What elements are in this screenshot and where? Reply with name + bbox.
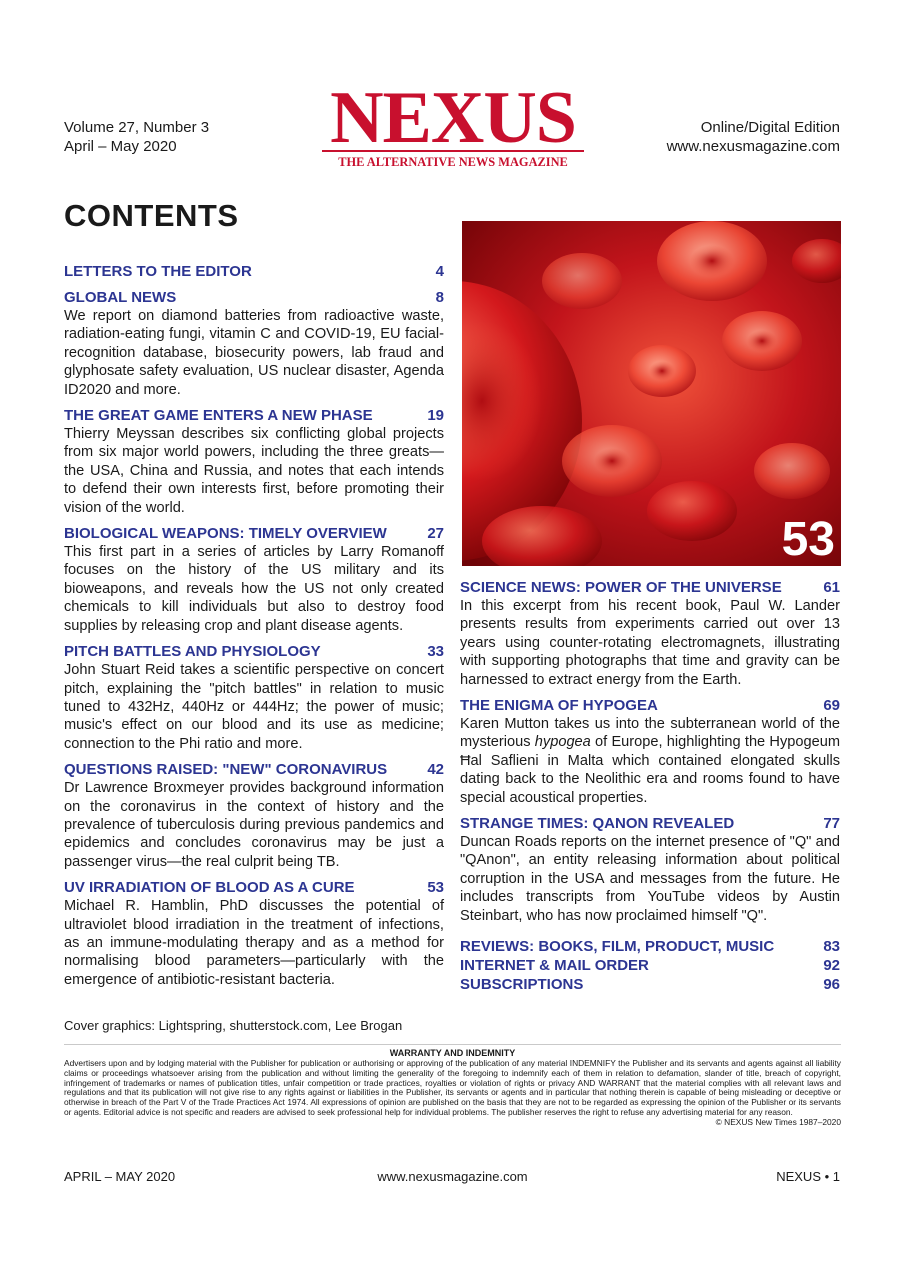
footer-website-link[interactable]: www.nexusmagazine.com bbox=[377, 1169, 528, 1184]
entry-description-italic: hypogea bbox=[534, 734, 591, 751]
entry-page: 27 bbox=[427, 525, 444, 543]
contents-entry[interactable] bbox=[64, 524, 444, 635]
entry-title[interactable]: QUESTIONS RAISED: "NEW" CORONAVIRUS bbox=[64, 761, 388, 779]
entry-description: John Stuart Reid takes a scientific perspective on concert pitch, explaining the "pitch battles" in relation to music tuned to 432Hz, 440Hz or 444Hz; the power of music; music's effect on our blood and its use as medicine; connection to the Phi ratio and more. bbox=[64, 662, 444, 752]
footer-page-number: NEXUS • 1 bbox=[776, 1169, 840, 1184]
cover-credit: Cover graphics: Lightspring, shutterstock.com, Lee Brogan bbox=[64, 1018, 403, 1033]
entry-page: 4 bbox=[435, 263, 444, 280]
contents-entry[interactable] bbox=[64, 288, 444, 399]
entry-page: 69 bbox=[823, 697, 840, 715]
entry-title[interactable]: PITCH BATTLES AND PHYSIOLOGY bbox=[64, 643, 321, 661]
entry-title[interactable]: GLOBAL NEWS bbox=[64, 289, 177, 306]
contents-entry[interactable] bbox=[64, 262, 444, 281]
contents-entry[interactable] bbox=[460, 975, 840, 994]
logo-wordmark: NEXUS bbox=[330, 77, 576, 159]
contents-entry[interactable] bbox=[64, 760, 444, 871]
contents-entry[interactable] bbox=[460, 814, 840, 925]
edition-label: Online/Digital Edition bbox=[700, 119, 840, 136]
contents-entry[interactable] bbox=[64, 878, 444, 989]
contents-entry[interactable] bbox=[460, 578, 840, 689]
entry-title[interactable]: THE ENIGMA OF HYPOGEA bbox=[460, 697, 658, 715]
page-title: CONTENTS bbox=[64, 198, 239, 233]
contents-entry[interactable] bbox=[64, 642, 444, 753]
copyright-notice: © NEXUS New Times 1987–2020 bbox=[715, 1116, 841, 1127]
warranty-section bbox=[64, 1044, 841, 1128]
entry-page: 77 bbox=[823, 815, 840, 833]
issue-date: April – May 2020 bbox=[64, 138, 177, 155]
contents-entry[interactable] bbox=[460, 956, 840, 975]
footer-website bbox=[0, 1169, 905, 1184]
website-link[interactable]: www.nexusmagazine.com bbox=[666, 138, 840, 155]
entry-description-part: of Europe, highlighting the Hypogeum Ħal Saflieni in Malta which contained elongated skulls dating back to the Neolithic era and rooms found to have special acoustical properties. bbox=[460, 734, 840, 806]
entry-page: 8 bbox=[435, 289, 444, 306]
entry-page: 33 bbox=[427, 643, 444, 661]
entry-description: This first part in a series of articles by Larry Romanoff focuses on the history of the US military and its bioweapons, and reveals how the US not only created chemicals to kill individuals but also to destroy food supplies by releasing crop and plant disease agents. bbox=[64, 544, 444, 634]
entry-page: 42 bbox=[427, 761, 444, 779]
entry-description-part: Karen Mutton takes us into the subterranean world of the mysterious bbox=[460, 716, 840, 751]
entry-title[interactable]: UV IRRADIATION OF BLOOD AS A CURE bbox=[64, 879, 355, 897]
entry-title[interactable]: REVIEWS: BOOKS, FILM, PRODUCT, MUSIC bbox=[460, 938, 775, 956]
warranty-body: Advertisers upon and by lodging material with the Publisher for publication or authorising or approving of the publication of any material INDEMNIFY the Publisher and its servants and agents against all liability claims or proceedings whatsoever arising from the publication and without limiting the generality of the foregoing to indemnify each of them in relation to defamation, slander of title, breach of copyright, infringement of trademarks or names of publication titles, unfair competition or trade practices, royalties or violation of rights or privacy AND WARRANT that the material complies with all relevant laws and regulations and that its publication will not give rise to any rights against or liabilities in the Publisher, its servants or agents and in particular that nothing therein is capable of being misleading or deceptive or otherwise in breach of the Part V of the Trade Practices Act 1974. All expressions of opinion are published on the basis that they are not to be regarded as expressing the opinion of the Publisher or its servants or agents. Editorial advice is not specific and readers are advised to seek professional help for individual problems. The publisher reserves the right to refuse any advertising material for any reason. bbox=[64, 1058, 841, 1117]
nexus-logo bbox=[322, 77, 584, 169]
entry-page: 53 bbox=[427, 879, 444, 897]
volume-number: Volume 27, Number 3 bbox=[64, 119, 210, 136]
logo-tagline: THE ALTERNATIVE NEWS MAGAZINE bbox=[322, 150, 584, 169]
entry-page: 92 bbox=[823, 957, 840, 975]
entry-description bbox=[460, 715, 840, 807]
entry-page: 19 bbox=[427, 407, 444, 425]
contents-right-column bbox=[460, 578, 840, 994]
contents-entry[interactable] bbox=[460, 937, 840, 956]
entry-description: Thierry Meyssan describes six conflicting global projects from six major world powers, including the three greats—the USA, China and Russia, and notes that each intends to defend their own interests first, before promoting their vision of the world. bbox=[64, 426, 444, 516]
contents-left-column bbox=[64, 262, 444, 996]
entry-title[interactable]: SUBSCRIPTIONS bbox=[460, 976, 584, 994]
entry-title[interactable]: BIOLOGICAL WEAPONS: TIMELY OVERVIEW bbox=[64, 525, 387, 543]
entry-title[interactable]: THE GREAT GAME ENTERS A NEW PHASE bbox=[64, 407, 373, 425]
cover-page-number: 53 bbox=[781, 513, 835, 566]
entry-page: 83 bbox=[823, 938, 840, 956]
entry-page: 61 bbox=[823, 579, 840, 596]
entry-description: In this excerpt from his recent book, Paul W. Lander presents results from experiments carried out over 13 years using counter-rotating electromagnets, illustrating with supporting photographs that time and gravity can be harnessed to extract energy from the Earth. bbox=[460, 598, 840, 688]
entry-title[interactable]: SCIENCE NEWS: POWER OF THE UNIVERSE bbox=[460, 579, 782, 596]
entry-description: Dr Lawrence Broxmeyer provides background information on the coronavirus in the context of history and the prevalence of tuberculosis during previous pandemics and epidemics and concludes coronavirus may be just a passenger virus—the real culprit being TB. bbox=[64, 780, 444, 870]
entry-page: 96 bbox=[823, 976, 840, 994]
entry-description: We report on diamond batteries from radioactive waste, radiation-eating fungi, vitamin C and COVID-19, EU facial-recognition database, biosecurity powers, lab fraud and glyphosate safety evaluation, US nuclear disaster, Agenda ID2020 and more. bbox=[64, 308, 444, 398]
warranty-title: WARRANTY AND INDEMNITY bbox=[389, 1048, 516, 1058]
cover-image-blood-cells bbox=[462, 221, 841, 566]
entry-description: Duncan Roads reports on the internet presence of "Q" and "QAnon", an entity releasing information about political corruption in the USA and messages from the future. He includes transcripts from YouTube videos by Austin Steinbart, who has now proclaimed himself "Q". bbox=[460, 834, 840, 924]
entry-title[interactable]: STRANGE TIMES: QANON REVEALED bbox=[460, 815, 735, 833]
footer-date: APRIL – MAY 2020 bbox=[64, 1169, 176, 1184]
entry-description: Michael R. Hamblin, PhD discusses the potential of ultraviolet blood irradiation in the treatment of infections, as an immune-modulating therapy and as a method for normalising blood parameters—particularly with the emergence of antibiotic-resistant bacteria. bbox=[64, 898, 444, 988]
edition-info bbox=[667, 118, 840, 156]
contents-entry[interactable] bbox=[460, 696, 840, 807]
contents-entry[interactable] bbox=[64, 406, 444, 517]
issue-info bbox=[64, 118, 209, 156]
entry-title[interactable]: INTERNET & MAIL ORDER bbox=[460, 957, 649, 975]
entry-title[interactable]: LETTERS TO THE EDITOR bbox=[64, 263, 252, 280]
